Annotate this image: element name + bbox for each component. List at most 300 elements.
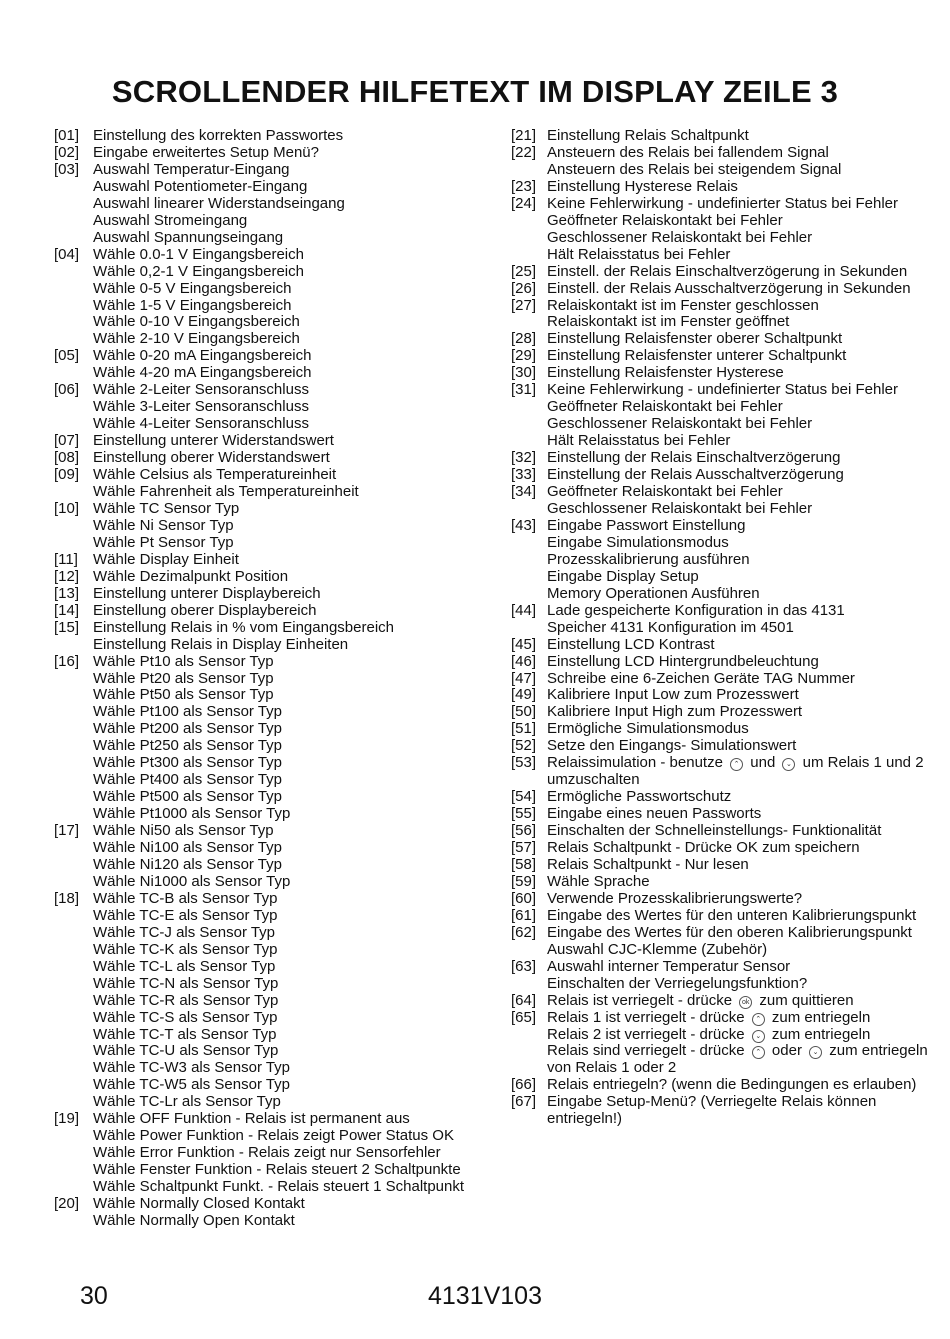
entry-text <box>93 382 496 433</box>
entry-line: Setze den Eingangs- Simulationswert <box>547 737 797 755</box>
help-entry <box>54 1111 496 1196</box>
entry-line: Eingabe erweitertes Setup Menü? <box>93 143 319 161</box>
entry-line: Auswahl CJC-Klemme (Zubehör) <box>547 940 768 958</box>
entry-text <box>547 1010 947 1078</box>
entry-text <box>547 806 947 823</box>
entry-text <box>93 450 496 467</box>
entry-line: Wähle Ni Sensor Typ <box>93 516 234 534</box>
entry-number: [18] <box>54 889 80 907</box>
entry-number: [12] <box>54 567 80 585</box>
help-entry <box>511 908 947 925</box>
entry-text <box>547 450 947 467</box>
entry-text-fragment: zum quittieren <box>755 991 854 1009</box>
entry-line: Einstellung Relaisfenster oberer Schaltpunkt <box>547 330 843 348</box>
entry-line <box>547 1043 947 1060</box>
entry-text-fragment: Relais 2 ist verriegelt - drücke <box>547 1025 749 1043</box>
entry-line: Wähle Ni1000 als Sensor Typ <box>93 872 291 890</box>
entry-line: Speicher 4131 Konfiguration im 4501 <box>547 618 794 636</box>
help-entry <box>511 196 947 264</box>
entry-text-fragment: Relais sind verriegelt - drücke <box>547 1042 749 1060</box>
entry-text <box>547 264 947 281</box>
entry-number: [16] <box>54 652 80 670</box>
entry-line: Wähle Dezimalpunkt Position <box>93 567 289 585</box>
help-entry <box>511 518 947 603</box>
entry-number: [19] <box>54 1110 80 1128</box>
entry-line: Relais Schaltpunkt - Drücke OK zum speichern <box>547 839 860 857</box>
entry-line: Wähle Power Funktion - Relais zeigt Power Status OK <box>93 1127 454 1145</box>
entry-line: Wähle 2-10 V Eingangsbereich <box>93 330 300 348</box>
entry-line: Wähle Fenster Funktion - Relais steuert 2 Schaltpunkte <box>93 1161 461 1179</box>
entry-text <box>547 382 947 450</box>
entry-line: Einstellung unterer Widerstandswert <box>93 432 334 450</box>
entry-line: Geschlossener Relaiskontakt bei Fehler <box>547 499 813 517</box>
entry-line: Wähle 3-Leiter Sensoranschluss <box>93 398 309 416</box>
entry-line: Wähle TC-J als Sensor Typ <box>93 923 276 941</box>
entry-line: Wähle 0,2-1 V Eingangsbereich <box>93 262 304 280</box>
entry-line: Relais Schaltpunkt - Nur lesen <box>547 855 749 873</box>
entry-text <box>547 603 947 637</box>
entry-line: Ansteuern des Relais bei fallendem Signal <box>547 143 829 161</box>
entry-line: Einstellung der Relais Einschaltverzögerung <box>547 449 841 467</box>
help-entry <box>511 484 947 518</box>
entry-text <box>93 620 496 654</box>
help-entry <box>54 654 496 824</box>
help-entry <box>511 704 947 721</box>
entry-line: Wähle TC-T als Sensor Typ <box>93 1025 277 1043</box>
entry-line: Verwende Prozesskalibrierungswerte? <box>547 889 803 907</box>
help-entry <box>511 145 947 179</box>
entry-number: [55] <box>511 805 537 823</box>
help-entry <box>511 348 947 365</box>
entry-line: Wähle Pt100 als Sensor Typ <box>93 703 282 721</box>
entry-number: [33] <box>511 466 537 484</box>
entry-line <box>547 993 947 1010</box>
entry-text <box>547 467 947 484</box>
entry-line: Wähle Pt250 als Sensor Typ <box>93 737 282 755</box>
entry-text <box>547 331 947 348</box>
entry-line: Auswahl interner Temperatur Sensor <box>547 957 791 975</box>
entry-line: Wähle 0-5 V Eingangsbereich <box>93 279 292 297</box>
entry-line: Wähle 0-20 mA Eingangsbereich <box>93 347 312 365</box>
entry-line: Wähle 0.0-1 V Eingangsbereich <box>93 245 304 263</box>
help-entry <box>54 382 496 433</box>
entry-text <box>547 857 947 874</box>
help-entry <box>511 331 947 348</box>
help-entry <box>511 450 947 467</box>
help-entry <box>511 637 947 654</box>
entry-line: Ermögliche Simulationsmodus <box>547 720 749 738</box>
entry-line: Wähle Ni120 als Sensor Typ <box>93 855 282 873</box>
entry-line: Einstellung Hysterese Relais <box>547 177 738 195</box>
entry-line: Wähle TC-W3 als Sensor Typ <box>93 1059 291 1077</box>
entry-number: [29] <box>511 347 537 365</box>
entry-text-fragment: umzuschalten <box>547 771 640 789</box>
help-entry <box>511 1010 947 1078</box>
entry-text <box>93 586 496 603</box>
entry-line: Wähle Pt200 als Sensor Typ <box>93 720 282 738</box>
entry-number: [09] <box>54 466 80 484</box>
entry-line: Wähle Error Funktion - Relais zeigt nur Sensorfehler <box>93 1144 441 1162</box>
ok-button-icon: ok <box>739 996 752 1009</box>
help-entry <box>511 1077 947 1094</box>
entry-line: Keine Fehlerwirkung - undefinierter Status bei Fehler <box>547 194 899 212</box>
entry-line: Lade gespeicherte Konfiguration in das 4131 <box>547 601 845 619</box>
entry-number: [05] <box>54 347 80 365</box>
help-entry <box>54 128 496 145</box>
entry-text <box>547 365 947 382</box>
entry-line: Geschlossener Relaiskontakt bei Fehler <box>547 415 813 433</box>
arrow-down-button-icon: ⌄ <box>752 1030 765 1043</box>
entry-line: Auswahl Potentiometer-Eingang <box>93 177 308 195</box>
entry-text <box>93 247 496 349</box>
help-entry <box>54 501 496 552</box>
entry-line: Einstellung Relais Schaltpunkt <box>547 127 749 144</box>
entry-text <box>547 518 947 603</box>
entry-number: [67] <box>511 1093 537 1111</box>
entry-text <box>547 671 947 688</box>
entry-text <box>93 603 496 620</box>
entry-number: [15] <box>54 618 80 636</box>
entry-line: Relaiskontakt ist im Fenster geschlossen <box>547 296 819 314</box>
entry-line: Wähle 4-Leiter Sensoranschluss <box>93 415 309 433</box>
help-entry <box>54 552 496 569</box>
document-id: 4131V103 <box>427 1282 542 1310</box>
entry-line: Wähle 1-5 V Eingangsbereich <box>93 296 292 314</box>
entry-line <box>547 755 947 772</box>
entry-line: Wähle TC-W5 als Sensor Typ <box>93 1076 291 1094</box>
entry-number: [31] <box>511 381 537 399</box>
entry-line: Wähle Pt500 als Sensor Typ <box>93 788 282 806</box>
entry-line: Wähle TC-N als Sensor Typ <box>93 974 279 992</box>
entry-line: Wähle TC-B als Sensor Typ <box>93 889 278 907</box>
entry-text <box>547 298 947 332</box>
entry-line: Hält Relaisstatus bei Fehler <box>547 432 731 450</box>
entry-line: Einstellung der Relais Ausschaltverzögerung <box>547 466 844 484</box>
entry-line: Auswahl Temperatur-Eingang <box>93 160 290 178</box>
entry-line: Relais entriegeln? (wenn die Bedingungen es erlauben) <box>547 1076 917 1094</box>
entry-line: Wähle Ni100 als Sensor Typ <box>93 839 282 857</box>
entry-number: [46] <box>511 652 537 670</box>
entry-line: Ermögliche Passwortschutz <box>547 788 732 806</box>
entry-line: Einstellung Relais in Display Einheiten <box>93 635 349 653</box>
entry-line: Wähle Pt1000 als Sensor Typ <box>93 805 291 823</box>
help-entry <box>511 789 947 806</box>
entry-line: Einstellung Relaisfenster unterer Schaltpunkt <box>547 347 847 365</box>
entry-text <box>93 467 496 501</box>
entry-text <box>547 755 947 789</box>
entry-text <box>547 959 947 993</box>
entry-line: Eingabe Simulationsmodus <box>547 533 729 551</box>
entry-text-fragment: Relais ist verriegelt - drücke <box>547 991 737 1009</box>
entry-number: [59] <box>511 872 537 890</box>
entry-line: Geöffneter Relaiskontakt bei Fehler <box>547 211 783 229</box>
help-entry <box>511 179 947 196</box>
entry-line: Geschlossener Relaiskontakt bei Fehler <box>547 228 813 246</box>
entry-line: Prozesskalibrierung ausführen <box>547 550 750 568</box>
entry-number: [21] <box>511 127 537 144</box>
entry-text <box>93 569 496 586</box>
entry-text <box>547 840 947 857</box>
entry-line: entriegeln!) <box>547 1110 623 1128</box>
help-entry <box>511 874 947 891</box>
entry-number: [17] <box>54 822 80 840</box>
entry-line: Wähle Pt400 als Sensor Typ <box>93 771 282 789</box>
entry-number: [28] <box>511 330 537 348</box>
entry-line: Wähle Pt300 als Sensor Typ <box>93 754 282 772</box>
entry-number: [53] <box>511 754 537 772</box>
entry-line: Wähle Normally Closed Kontakt <box>93 1195 305 1213</box>
entry-number: [49] <box>511 686 537 704</box>
help-entry <box>511 959 947 993</box>
help-entry <box>511 891 947 908</box>
entry-number: [08] <box>54 449 80 467</box>
entry-number: [13] <box>54 584 80 602</box>
entry-line: Wähle Ni50 als Sensor Typ <box>93 822 274 840</box>
entry-line <box>547 772 947 789</box>
entry-number: [32] <box>511 449 537 467</box>
entry-line: Einschalten der Schnelleinstellungs- Funktionalität <box>547 822 882 840</box>
entry-number: [66] <box>511 1076 537 1094</box>
entry-text <box>547 196 947 264</box>
entry-line: Wähle TC-S als Sensor Typ <box>93 1008 278 1026</box>
entry-line: Einschalten der Verriegelungsfunktion? <box>547 974 808 992</box>
help-entry <box>511 857 947 874</box>
entry-line: Einstellung oberer Widerstandswert <box>93 449 330 467</box>
entry-number: [50] <box>511 703 537 721</box>
entry-line: Wähle Display Einheit <box>93 550 239 568</box>
entry-number: [10] <box>54 499 80 517</box>
entry-text <box>93 433 496 450</box>
entry-number: [64] <box>511 991 537 1009</box>
help-entry <box>511 840 947 857</box>
entry-text <box>93 162 496 247</box>
entry-number: [06] <box>54 381 80 399</box>
help-entry <box>54 145 496 162</box>
entry-line: Kalibriere Input High zum Prozesswert <box>547 703 803 721</box>
help-entry <box>54 467 496 501</box>
entry-text <box>547 925 947 959</box>
help-entry <box>511 467 947 484</box>
help-entry <box>54 433 496 450</box>
entry-line: Kalibriere Input Low zum Prozesswert <box>547 686 799 704</box>
entry-text <box>547 179 947 196</box>
entry-number: [60] <box>511 889 537 907</box>
entry-text <box>93 1111 496 1196</box>
entry-line: Wähle Pt Sensor Typ <box>93 533 234 551</box>
entry-text <box>547 348 947 365</box>
entry-text-fragment: um Relais 1 und 2 <box>798 754 924 772</box>
help-entry <box>54 891 496 1111</box>
entry-line: Wähle Pt10 als Sensor Typ <box>93 652 274 670</box>
entry-line: Einstellung oberer Displaybereich <box>93 601 317 619</box>
entry-number: [45] <box>511 635 537 653</box>
help-entry <box>511 264 947 281</box>
entry-text <box>93 823 496 891</box>
entry-text <box>93 501 496 552</box>
entry-number: [24] <box>511 194 537 212</box>
help-entry <box>511 738 947 755</box>
entry-text <box>93 1196 496 1230</box>
entry-text <box>547 908 947 925</box>
entry-number: [56] <box>511 822 537 840</box>
entry-line: Wähle Fahrenheit als Temperatureinheit <box>93 483 359 501</box>
entry-number: [30] <box>511 364 537 382</box>
arrow-down-button-icon: ⌄ <box>782 758 795 771</box>
entry-line: Eingabe Display Setup <box>547 567 699 585</box>
entry-line: Wähle 2-Leiter Sensoranschluss <box>93 381 309 399</box>
entry-line: Einstellung Relaisfenster Hysterese <box>547 364 784 382</box>
entry-line: Wähle OFF Funktion - Relais ist permanent aus <box>93 1110 410 1128</box>
entry-text <box>547 128 947 145</box>
entry-number: [11] <box>54 550 78 568</box>
page-title: SCROLLENDER HILFETEXT IM DISPLAY ZEILE 3 <box>111 74 839 109</box>
entry-number: [03] <box>54 160 80 178</box>
entry-number: [02] <box>54 143 80 161</box>
entry-number: [01] <box>54 127 80 144</box>
entry-text-fragment: oder <box>767 1042 807 1060</box>
entry-number: [22] <box>511 143 537 161</box>
entry-line: Wähle Pt20 als Sensor Typ <box>93 669 274 687</box>
entry-line: Keine Fehlerwirkung - undefinierter Status bei Fehler <box>547 381 899 399</box>
help-entry <box>511 298 947 332</box>
entry-text <box>93 654 496 824</box>
entry-number: [65] <box>511 1008 537 1026</box>
entry-line: Auswahl Stromeingang <box>93 211 248 229</box>
arrow-down-button-icon: ⌄ <box>809 1046 822 1059</box>
help-entry <box>54 450 496 467</box>
entry-line: Eingabe des Wertes für den oberen Kalibrierungspunkt <box>547 923 912 941</box>
entry-line: Einstellung unterer Displaybereich <box>93 584 321 602</box>
help-entry <box>511 128 947 145</box>
help-entry <box>511 671 947 688</box>
help-entry <box>54 603 496 620</box>
help-entry <box>54 569 496 586</box>
entry-line: Auswahl Spannungseingang <box>93 228 284 246</box>
entry-line: Schreibe eine 6-Zeichen Geräte TAG Nummer <box>547 669 855 687</box>
help-entry <box>511 721 947 738</box>
arrow-up-button-icon: ⌃ <box>730 758 743 771</box>
entry-line: Wähle Normally Open Kontakt <box>93 1212 295 1229</box>
entry-text <box>547 637 947 654</box>
entry-text <box>547 654 947 671</box>
entry-text <box>547 687 947 704</box>
entry-line: Wähle TC-K als Sensor Typ <box>93 940 278 958</box>
arrow-up-button-icon: ⌃ <box>752 1046 765 1059</box>
help-entry <box>54 348 496 382</box>
entry-number: [47] <box>511 669 537 687</box>
help-entry <box>511 382 947 450</box>
entry-line <box>547 1060 947 1077</box>
entry-number: [63] <box>511 957 537 975</box>
entry-text <box>547 704 947 721</box>
entry-text <box>547 993 947 1010</box>
entry-line: Geöffneter Relaiskontakt bei Fehler <box>547 398 783 416</box>
help-entry <box>511 603 947 637</box>
help-entry <box>54 1196 496 1230</box>
entry-line: Eingabe Setup-Menü? (Verriegelte Relais können <box>547 1093 877 1111</box>
entry-number: [62] <box>511 923 537 941</box>
help-entry <box>54 620 496 654</box>
help-entry <box>511 654 947 671</box>
entry-line: Wähle TC-L als Sensor Typ <box>93 957 276 975</box>
entry-text <box>93 552 496 569</box>
entry-text <box>93 128 496 145</box>
entry-line: Wähle TC-R als Sensor Typ <box>93 991 279 1009</box>
help-entry <box>54 162 496 247</box>
entry-line: Einstell. der Relais Einschaltverzögerung in Sekunden <box>547 262 908 280</box>
entry-text <box>547 1094 947 1128</box>
entry-text <box>547 823 947 840</box>
entry-line: Eingabe des Wertes für den unteren Kalibrierungspunkt <box>547 906 917 924</box>
entry-text <box>547 281 947 298</box>
entry-number: [54] <box>511 788 537 806</box>
help-entry <box>511 993 947 1010</box>
entry-text <box>547 874 947 891</box>
entry-line: Wähle TC-Lr als Sensor Typ <box>93 1093 281 1111</box>
entry-text <box>93 891 496 1111</box>
entry-number: [26] <box>511 279 537 297</box>
entry-text <box>93 145 496 162</box>
entry-line <box>547 1027 947 1044</box>
help-entry <box>511 925 947 959</box>
entry-line: Eingabe eines neuen Passworts <box>547 805 762 823</box>
entry-text <box>547 721 947 738</box>
help-entry <box>511 687 947 704</box>
entry-number: [04] <box>54 245 80 263</box>
entry-text <box>93 348 496 382</box>
entry-text <box>547 789 947 806</box>
arrow-up-button-icon: ⌃ <box>752 1013 765 1026</box>
entry-line: Einstellung des korrekten Passwortes <box>93 127 344 144</box>
entry-text <box>547 145 947 179</box>
entry-number: [25] <box>511 262 537 280</box>
help-entry <box>511 755 947 789</box>
entry-text <box>547 738 947 755</box>
entry-number: [14] <box>54 601 80 619</box>
entry-text <box>547 1077 947 1094</box>
entry-line: Einstellung LCD Hintergrundbeleuchtung <box>547 652 819 670</box>
right-column <box>511 128 947 1128</box>
entry-number: [51] <box>511 720 537 738</box>
entry-number: [23] <box>511 177 537 195</box>
entry-line: Auswahl linearer Widerstandseingang <box>93 194 345 212</box>
entry-line: Wähle 4-20 mA Eingangsbereich <box>93 364 312 382</box>
page-number: 30 <box>80 1282 108 1310</box>
entry-line: Einstell. der Relais Ausschaltverzögerung in Sekunden <box>547 279 911 297</box>
entry-line: Geöffneter Relaiskontakt bei Fehler <box>547 483 783 501</box>
help-entry <box>54 823 496 891</box>
entry-line: Memory Operationen Ausführen <box>547 584 760 602</box>
entry-line: Einstellung Relais in % vom Eingangsbereich <box>93 618 394 636</box>
entry-number: [44] <box>511 601 537 619</box>
entry-line: Relaiskontakt ist im Fenster geöffnet <box>547 313 790 331</box>
entry-text-fragment: von Relais 1 oder 2 <box>547 1059 677 1077</box>
entry-number: [58] <box>511 855 537 873</box>
entry-text-fragment: und <box>746 754 780 772</box>
left-column <box>54 128 496 1230</box>
entry-line <box>547 1010 947 1027</box>
entry-number: [34] <box>511 483 537 501</box>
entry-line: Eingabe Passwort Einstellung <box>547 516 746 534</box>
help-entry <box>54 247 496 349</box>
help-entry <box>511 365 947 382</box>
entry-number: [43] <box>511 516 537 534</box>
entry-line: Wähle TC-U als Sensor Typ <box>93 1042 279 1060</box>
entry-line: Wähle TC Sensor Typ <box>93 499 240 517</box>
help-entry <box>511 1094 947 1128</box>
entry-number: [52] <box>511 737 537 755</box>
entry-number: [20] <box>54 1195 80 1213</box>
